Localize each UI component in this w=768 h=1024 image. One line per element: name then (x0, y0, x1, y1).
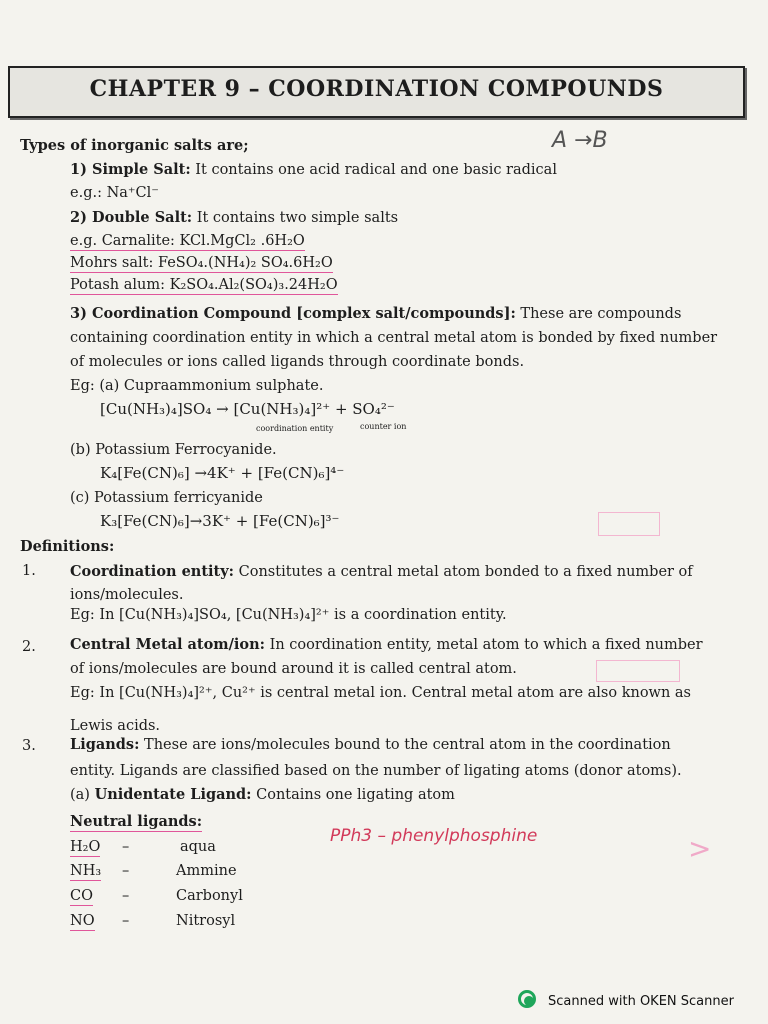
ligand-row (70, 887, 93, 905)
coord-compound-label: 3) Coordination Compound [complex salt/compounds]: (70, 305, 516, 322)
definition-2-text: In coordination entity, metal atom to which a fixed number (265, 637, 703, 653)
equation-a: [Cu(NH₃)₄]SO₄ → [Cu(NH₃)₄]²⁺ + SO₄²⁻ (100, 400, 395, 418)
equation-a-label-entity: coordination entity (256, 424, 334, 433)
coord-compound-text2: containing coordination entity in which a central metal atom is bonded by fixed number (70, 330, 718, 346)
carnalite-text: e.g. Carnalite: KCl.MgCl₂ .6H₂O (70, 233, 305, 249)
definition-2-text3: Lewis acids. (70, 718, 161, 734)
simple-salt-example: e.g.: Na⁺Cl⁻ (70, 185, 159, 201)
definition-3-label: Ligands: (70, 736, 140, 753)
ligand-row (70, 912, 95, 930)
definition-2-number: 2. (22, 639, 36, 655)
definition-1-example: Eg: In [Cu(NH₃)₄]SO₄, [Cu(NH₃)₄]²⁺ is a coordination entity. (70, 607, 507, 623)
pink-highlight-box (598, 512, 660, 536)
ligand-dash: – (122, 839, 130, 855)
mohrs-text: Mohrs salt: FeSO₄.(NH₄)₂ SO₄.6H₂O (70, 255, 333, 271)
oken-scanner-logo-icon (518, 990, 540, 1012)
equation-a-label-counter: counter ion (360, 422, 407, 431)
definition-1-text2: ions/molecules. (70, 587, 184, 603)
unidentate-line (70, 786, 455, 804)
definition-1-line (70, 563, 693, 581)
ligand-name: Carbonyl (176, 888, 243, 904)
neutral-ligands-heading-text: Neutral ligands: (70, 813, 203, 830)
coord-compound-text3: of molecules or ions called ligands through coordinate bonds. (70, 354, 525, 370)
handwritten-pph3-note: PPh3 – phenylphosphine (330, 826, 538, 846)
double-salt-line (70, 209, 398, 227)
unidentate-text: Contains one ligating atom (251, 787, 455, 803)
coord-compound-text1: These are compounds (515, 306, 682, 322)
potash-line (70, 276, 338, 294)
definition-3-line (70, 736, 671, 754)
definition-2-line (70, 636, 703, 654)
ligand-name: aqua (180, 839, 216, 855)
scanner-text: Scanned with OKEN Scanner (548, 993, 734, 1009)
definitions-heading: Definitions: (20, 538, 115, 555)
ligand-formula: NO (70, 913, 95, 929)
ligand-row (70, 838, 100, 856)
pink-highlight-box-2 (596, 660, 680, 682)
unidentate-prefix: (a) (70, 787, 95, 803)
double-salt-label: 2) Double Salt: (70, 209, 193, 226)
ligand-dash: – (122, 888, 130, 904)
handwritten-a-to-b: A →B (552, 128, 608, 153)
example-a: Eg: (a) Cupraammonium sulphate. (70, 378, 324, 394)
chapter-title: CHAPTER 9 – COORDINATION COMPOUNDS (89, 76, 664, 102)
definition-1-label: Coordination entity: (70, 563, 235, 580)
simple-salt-label: 1) Simple Salt: (70, 161, 191, 178)
definition-3-number: 3. (22, 738, 36, 754)
unidentate-label: Unidentate Ligand: (94, 786, 252, 803)
definition-3-text2: entity. Ligands are classified based on the number of ligating atoms (donor atoms). (70, 763, 682, 779)
definition-1-text: Constitutes a central metal atom bonded to a fixed number of (234, 564, 693, 580)
potash-text: Potash alum: K₂SO₄.Al₂(SO₄)₃.24H₂O (70, 277, 338, 293)
definition-2-label: Central Metal atom/ion: (70, 636, 265, 653)
types-heading: Types of inorganic salts are; (20, 137, 249, 154)
carnalite-line (70, 232, 305, 250)
ligand-dash: – (122, 863, 130, 879)
double-salt-text: It contains two simple salts (192, 210, 399, 226)
example-b: (b) Potassium Ferrocyanide. (70, 442, 277, 458)
equation-b: K₄[Fe(CN)₆] →4K⁺ + [Fe(CN)₆]⁴⁻ (100, 464, 345, 482)
chapter-title-box (8, 66, 745, 118)
equation-c: K₃[Fe(CN)₆]→3K⁺ + [Fe(CN)₆]³⁻ (100, 512, 340, 530)
definition-1-number: 1. (22, 563, 36, 579)
neutral-ligands-heading (70, 813, 202, 831)
scanner-watermark (518, 990, 734, 1012)
mohrs-line (70, 254, 333, 272)
simple-salt-text: It contains one acid radical and one basic radical (190, 162, 557, 178)
ligand-formula: CO (70, 888, 93, 904)
definition-2-text2: of ions/molecules are bound around it is called central atom. (70, 661, 517, 677)
coord-compound-line (70, 305, 681, 323)
ligand-name: Ammine (176, 863, 237, 879)
definition-3-text: These are ions/molecules bound to the central atom in the coordination (139, 737, 671, 753)
ligand-formula: NH₃ (70, 863, 102, 879)
example-c: (c) Potassium ferricyanide (70, 490, 263, 506)
handwritten-arrow-icon: > (688, 832, 712, 865)
ligand-name: Nitrosyl (176, 913, 236, 929)
definition-2-example: Eg: In [Cu(NH₃)₄]²⁺, Cu²⁺ is central metal ion. Central metal atom are also known as (70, 685, 692, 701)
simple-salt-line (70, 161, 557, 179)
ligand-formula: H₂O (70, 839, 101, 855)
ligand-dash: – (122, 913, 130, 929)
ligand-row (70, 862, 101, 880)
